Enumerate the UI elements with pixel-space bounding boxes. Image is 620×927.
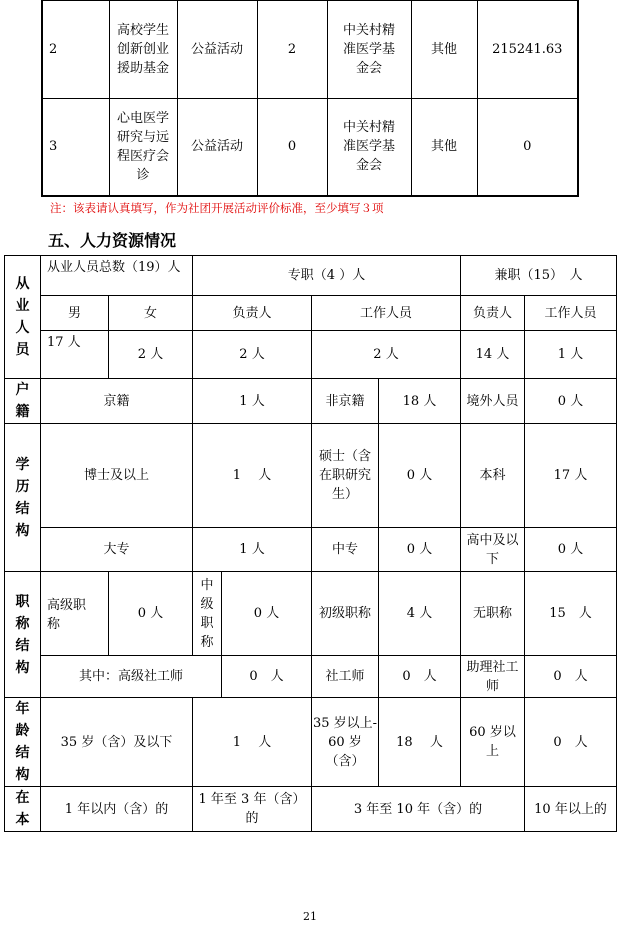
overseas-value: 0 人 — [525, 379, 617, 424]
row-number: 2 — [42, 1, 109, 99]
table-row — [5, 698, 617, 787]
table-row — [5, 528, 617, 572]
age-over60-label: 60 岁以上 — [461, 698, 525, 787]
beijing-label: 京籍 — [41, 379, 193, 424]
hr-table — [4, 255, 617, 832]
highschool-value: 0 人 — [525, 528, 617, 572]
parttime-staff-label: 工作人员 — [525, 296, 617, 331]
age-over60-value: 0 人 — [525, 698, 617, 787]
activity-name: 高校学生创新创业援助基金 — [109, 1, 177, 99]
other-cell: 其他 — [411, 1, 477, 99]
middle-title-value: 0 人 — [222, 572, 312, 656]
assistant-social-worker-label: 助理社工师 — [461, 656, 525, 698]
age-mid-value: 18 人 — [379, 698, 461, 787]
female-value: 2 人 — [109, 331, 193, 379]
table-row — [5, 424, 617, 528]
senior-social-worker-value: 0 人 — [222, 656, 312, 698]
amount-cell: 215241.63 — [477, 1, 578, 99]
secondary-label: 中专 — [312, 528, 379, 572]
non-beijing-label: 非京籍 — [312, 379, 379, 424]
phd-value: 1 人 — [193, 424, 312, 528]
partner-name: 中关村精准医学基金会 — [327, 1, 411, 99]
tenure-1-to-3-years: 1 年至 3 年（含）的 — [193, 787, 312, 832]
table-row — [5, 572, 617, 656]
senior-title-value: 0 人 — [109, 572, 193, 656]
college-value: 1 人 — [193, 528, 312, 572]
leader-label: 负责人 — [193, 296, 312, 331]
male-label: 男 — [41, 296, 109, 331]
middle-title-label: 中级职称 — [193, 572, 222, 656]
tenure-within-1-year: 1 年以内（含）的 — [41, 787, 193, 832]
total-employees-label: 从业人员总数（19）人 — [41, 256, 193, 296]
highschool-label: 高中及以下 — [461, 528, 525, 572]
table-row — [5, 379, 617, 424]
bachelor-label: 本科 — [461, 424, 525, 528]
page-number: 21 — [303, 910, 317, 923]
category-education: 学历结构 — [5, 424, 41, 572]
partner-name: 中关村精准医学基金会 — [327, 99, 411, 196]
staff-label: 工作人员 — [312, 296, 461, 331]
age-mid-label: 35 岁以上-60 岁（含） — [312, 698, 379, 787]
table-row — [5, 296, 617, 331]
master-value: 0 人 — [379, 424, 461, 528]
male-value: 17 人 — [41, 331, 109, 379]
assistant-social-worker-value: 0 人 — [525, 656, 617, 698]
no-title-value: 15 人 — [525, 572, 617, 656]
bachelor-value: 17 人 — [525, 424, 617, 528]
table-row — [5, 656, 617, 698]
senior-title-label: 高级职称 — [41, 572, 109, 656]
category-household: 户籍 — [5, 379, 41, 424]
activity-type: 公益活动 — [177, 1, 257, 99]
amount-cell: 0 — [477, 99, 578, 196]
category-tenure: 在本 — [5, 787, 41, 832]
master-label: 硕士（含在职研究生） — [312, 424, 379, 528]
category-title: 职称结构 — [5, 572, 41, 698]
category-employees: 从业人员 — [5, 256, 41, 379]
category-age: 年龄结构 — [5, 698, 41, 787]
activity-type: 公益活动 — [177, 99, 257, 196]
junior-title-value: 4 人 — [379, 572, 461, 656]
table-note: 注：该表请认真填写，作为社团开展活动评价标准，至少填写３项 — [50, 201, 384, 215]
activity-table — [41, 0, 579, 197]
fulltime-label: 专职（4 ）人 — [193, 256, 461, 296]
row-number: 3 — [42, 99, 109, 196]
overseas-label: 境外人员 — [461, 379, 525, 424]
table-row — [42, 1, 578, 99]
college-label: 大专 — [41, 528, 193, 572]
tenure-over-10-years: 10 年以上的 — [525, 787, 617, 832]
non-beijing-value: 18 人 — [379, 379, 461, 424]
tenure-3-to-10-years: 3 年至 10 年（含）的 — [312, 787, 525, 832]
staff-value: 2 人 — [312, 331, 461, 379]
junior-title-label: 初级职称 — [312, 572, 379, 656]
senior-social-worker-label: 其中：高级社工师 — [41, 656, 222, 698]
table-row — [5, 787, 617, 832]
phd-label: 博士及以上 — [41, 424, 193, 528]
parttime-leader-label: 负责人 — [461, 296, 525, 331]
parttime-leader-value: 14 人 — [461, 331, 525, 379]
social-worker-value: 0 人 — [379, 656, 461, 698]
parttime-staff-value: 1 人 — [525, 331, 617, 379]
other-cell: 其他 — [411, 99, 477, 196]
activity-count: 2 — [257, 1, 327, 99]
parttime-label: 兼职（15） 人 — [461, 256, 617, 296]
activity-count: 0 — [257, 99, 327, 196]
age-under35-label: 35 岁（含）及以下 — [41, 698, 193, 787]
no-title-label: 无职称 — [461, 572, 525, 656]
social-worker-label: 社工师 — [312, 656, 379, 698]
section-title: 五、人力资源情况 — [48, 231, 177, 250]
beijing-value: 1 人 — [193, 379, 312, 424]
female-label: 女 — [109, 296, 193, 331]
table-row — [5, 256, 617, 296]
leader-value: 2 人 — [193, 331, 312, 379]
activity-name: 心电医学研究与远程医疗会诊 — [109, 99, 177, 196]
age-under35-value: 1 人 — [193, 698, 312, 787]
secondary-value: 0 人 — [379, 528, 461, 572]
table-row — [42, 99, 578, 196]
table-row — [5, 331, 617, 379]
